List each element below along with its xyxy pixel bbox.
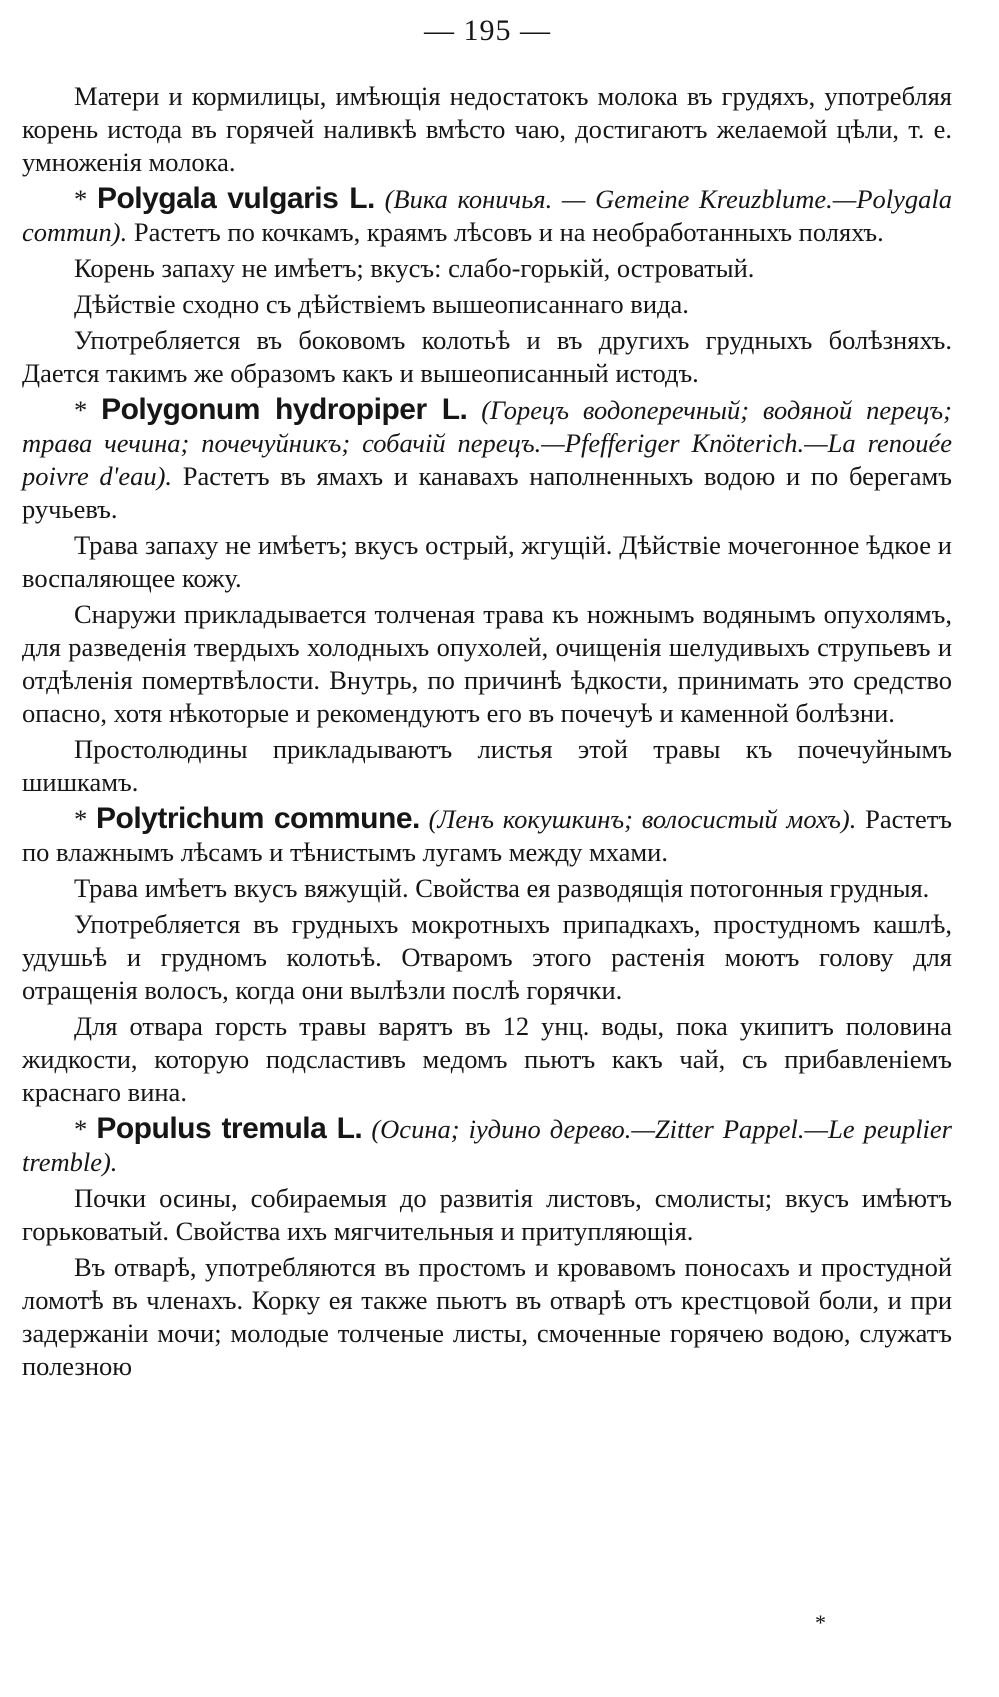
paragraph: Дѣйствіе сходно съ дѣйствіемъ вышеописаннаго вида. — [74, 289, 689, 319]
paragraph: Снаружи прикладывается толченая трава къ ножнымъ водянымъ опухолямъ, для разведенія твердыхъ холодныхъ опухолей, очищенія шелудивыхъ струпьевъ и отдѣленія помертвѣлости. Внутрь, по причинѣ ѣдкости, принимать это средство опасно, хотя нѣкоторые и рекомендуютъ его въ почечуѣ и каменной болѣзни. — [22, 599, 952, 728]
page-number: — 195 — — [424, 14, 551, 47]
page-text — [22, 80, 952, 1386]
footer-asterisk: * — [815, 1610, 826, 1635]
paragraph: Простолюдины прикладываютъ листья этой травы къ почечуйнымъ шишкамъ. — [22, 734, 952, 797]
entry-star: * — [74, 395, 102, 425]
entry-title: Polygonum hydropiper L. — [101, 393, 468, 426]
entry-star: * — [74, 804, 96, 834]
paragraph: Матери и кормилицы, имѣющія недостатокъ молока въ грудяхъ, употребляя корень истода въ горячей наливкѣ вмѣсто чаю, достигаютъ желаемой цѣли, т. е. умноженія молока. — [22, 81, 952, 177]
paragraph: Въ отварѣ, употребляются въ простомъ и кровавомъ поносахъ и простудной ломотѣ въ членахъ. Корку ея также пьютъ въ отварѣ отъ крестцовой боли, и при задержаніи мочи; молодые толченые листы, смоченные горячею водою, служатъ полезною — [22, 1252, 952, 1381]
paragraph: Трава запаху не имѣетъ; вкусъ острый, жгущій. Дѣйствіе мочегонное ѣдкое и воспаляющее кожу. — [22, 530, 952, 593]
entry-polygonum — [22, 393, 952, 526]
paragraph: Трава имѣетъ вкусъ вяжущій. Свойства ея разводящія потогонныя грудныя. — [74, 873, 930, 903]
entry-polygala — [22, 182, 952, 249]
entry-title: Populus tremula L. — [96, 1112, 363, 1145]
entry-synonyms: (Вика коничья. — Gemeine Kreuzblume.—Polygala commun). — [22, 184, 952, 247]
entry-synonyms: (Ленъ кокушкинъ; волосистый мохъ). — [419, 804, 857, 834]
paragraph: Корень запаху не имѣетъ; вкусъ: слабо-горькій, островатый. — [74, 253, 755, 283]
entry-habitat: Растетъ по влажнымъ лѣсамъ и тѣнистымъ лугамъ между мхами. — [22, 804, 953, 867]
entry-title: Polytrichum commune. — [96, 802, 420, 835]
entry-star: * — [74, 184, 97, 214]
paragraph: Почки осины, собираемыя до развитія листовъ, смолисты; вкусъ имѣютъ горьковатый. Свойства ихъ мягчительныя и притупляющія. — [22, 1183, 952, 1246]
entry-synonyms: (Горецъ водоперечный; водяной перецъ; трава чечина; почечуйникъ; собачій перецъ.—Pfefferiger Knöterich.—La renouée poivre d'eau). — [22, 395, 952, 491]
paragraph: Употребляется въ боковомъ колотьѣ и въ другихъ грудныхъ болѣзняхъ. Дается такимъ же образомъ какъ и вышеописанный истодъ. — [22, 325, 952, 388]
entry-polytrichum — [22, 802, 952, 869]
entry-habitat: Растетъ по кочкамъ, краямъ лѣсовъ и на необработанныхъ поляхъ. — [127, 217, 884, 247]
paragraph: Для отвара горсть травы варятъ въ 12 унц. воды, пока укипитъ половина жидкости, которую подсластивъ медомъ пьютъ какъ чай, съ прибавленіемъ краснаго вина. — [22, 1011, 952, 1107]
entry-title: Polygala vulgaris L. — [96, 182, 375, 215]
entry-star: * — [74, 1114, 97, 1144]
paragraph: Употребляется въ грудныхъ мокротныхъ припадкахъ, простудномъ кашлѣ, удушьѣ и грудномъ колотьѣ. Отваромъ этого растенія моютъ голову для отращенія волосъ, когда они вылѣзли послѣ горячки. — [22, 909, 952, 1005]
entry-synonyms: (Осина; іудино дерево.—Zitter Pappel.—Le peuplier tremble). — [22, 1114, 952, 1177]
entry-habitat: Растетъ въ ямахъ и канавахъ наполненныхъ водою и по берегамъ ручьевъ. — [22, 461, 952, 524]
entry-populus — [22, 1112, 952, 1179]
